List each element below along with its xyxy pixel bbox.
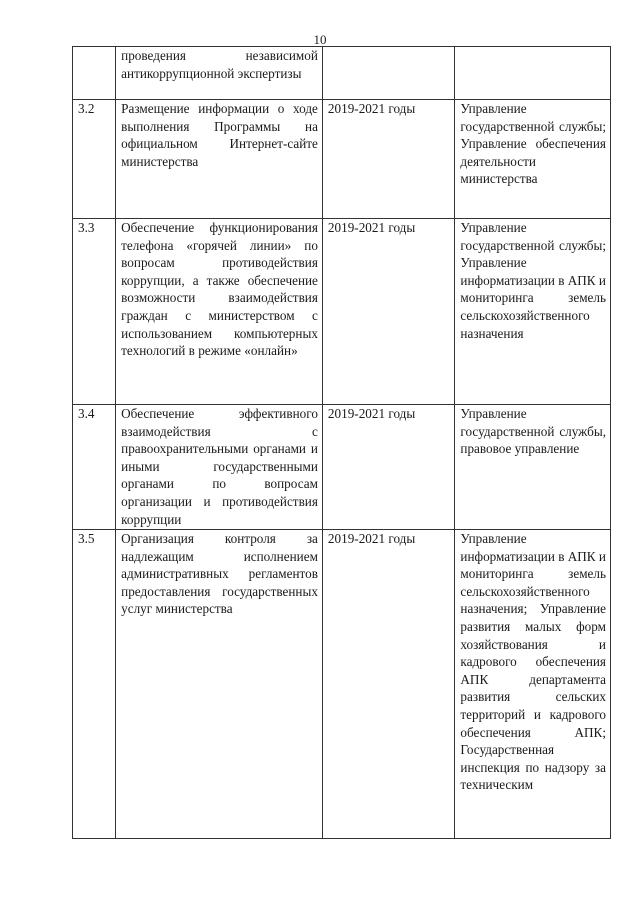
- event-text: Обеспечение функционирования телефона «горячей линии» по вопросам противодействия коррупции, а также обеспечение возможности взаимодействия граждан с министерством с использованием компьютерных технологий в режиме «онлайн»: [121, 220, 318, 359]
- table-row: [73, 219, 611, 405]
- responsible-cell: [455, 47, 611, 100]
- event-text: проведения независимой антикоррупционной экспертизы: [121, 48, 318, 81]
- responsible-cell: [455, 219, 611, 405]
- table-row: [73, 100, 611, 219]
- responsible-text: Управление государственной службы, правовое управление: [460, 406, 606, 457]
- event-text: Обеспечение эффективного взаимодействия с правоохранительными органами и иными государственными органами по вопросам организации и противодействия коррупции: [121, 406, 318, 527]
- term-cell: 2019-2021 годы: [322, 100, 454, 219]
- event-cell: [116, 405, 323, 530]
- event-cell: [116, 530, 323, 839]
- responsible-cell: [455, 100, 611, 219]
- program-measures-table: [72, 46, 611, 839]
- row-number: 3.5: [73, 530, 116, 839]
- responsible-cell: [455, 405, 611, 530]
- responsible-text: Управление информатизации в АПК и мониторинга земель сельскохозяйственного назначения; Управление развития малых форм хозяйствования и кадрового обеспечения АПК департамента развития сельских территорий и кадрового обеспечения АПК; Государственная инспекция по надзору за техническим: [460, 531, 606, 793]
- table-row: [73, 405, 611, 530]
- row-number: 3.3: [73, 219, 116, 405]
- row-number: 3.2: [73, 100, 116, 219]
- row-number: 3.4: [73, 405, 116, 530]
- event-text: Организация контроля за надлежащим исполнением административных регламентов предоставления государственных услуг министерства: [121, 531, 318, 617]
- term-cell: 2019-2021 годы: [322, 219, 454, 405]
- responsible-cell: [455, 530, 611, 839]
- row-number: [73, 47, 116, 100]
- table-row: [73, 47, 611, 100]
- event-text: Размещение информации о ходе выполнения Программы на официальном Интернет-сайте министерства: [121, 101, 318, 169]
- term-cell: 2019-2021 годы: [322, 405, 454, 530]
- term-cell: [322, 47, 454, 100]
- event-cell: [116, 47, 323, 100]
- event-cell: [116, 219, 323, 405]
- term-cell: 2019-2021 годы: [322, 530, 454, 839]
- page-number: 10: [313, 32, 327, 47]
- event-cell: [116, 100, 323, 219]
- responsible-text: Управление государственной службы; Управление обеспечения деятельности министерства: [460, 101, 606, 187]
- responsible-text: Управление государственной службы; Управление информатизации в АПК и мониторинга земель сельскохозяйственного назначения: [460, 220, 606, 341]
- table-row: [73, 530, 611, 839]
